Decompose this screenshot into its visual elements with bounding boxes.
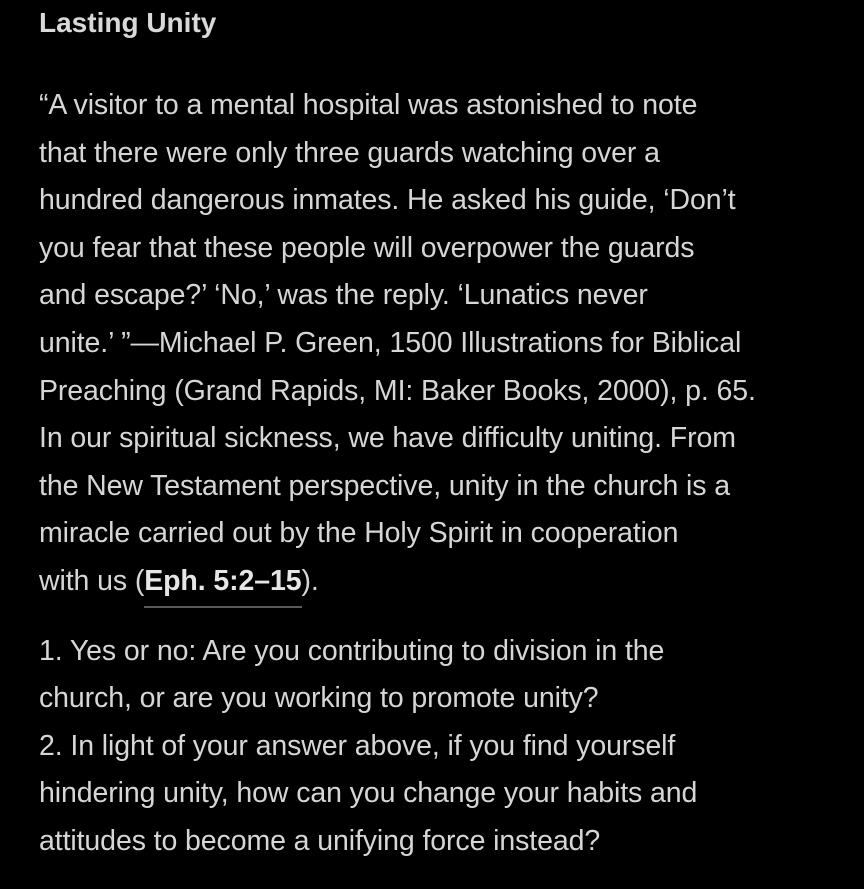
passage-line: hundred dangerous inmates. He asked his guide, ‘Don’t: [39, 184, 736, 217]
passage-last-line: [39, 558, 839, 606]
question-line: 2. In light of your answer above, if you find yourself: [39, 729, 676, 762]
devotional-page: [39, 0, 839, 866]
passage-line: the New Testament perspective, unity in the church is a: [39, 469, 730, 502]
passage-last-suffix: ).: [301, 564, 319, 597]
question-line: church, or are you working to promote unity?: [39, 682, 599, 715]
passage-line: miracle carried out by the Holy Spirit in cooperation: [39, 517, 679, 550]
passage-last-prefix: with us (: [39, 564, 145, 597]
passage-line: you fear that these people will overpower the guards: [39, 231, 695, 264]
passage-line: In our spiritual sickness, we have difficulty uniting. From: [39, 422, 736, 455]
section-heading: Lasting Unity: [39, 7, 217, 38]
question-line: attitudes to become a unifying force instead?: [39, 824, 601, 857]
passage-line: “A visitor to a mental hospital was astonished to note: [39, 89, 698, 121]
question-line: 1. Yes or no: Are you contributing to division in the: [39, 634, 665, 667]
passage-line: Preaching (Grand Rapids, MI: Baker Books, 2000), p. 65.: [39, 374, 756, 407]
passage-line: and escape?’ ‘No,’ was the reply. ‘Lunatics never: [39, 279, 648, 312]
passage-line: that there were only three guards watching over a: [39, 136, 660, 169]
passage-paragraph: [39, 82, 839, 606]
question-line: hindering unity, how can you change your habits and: [39, 777, 698, 810]
scripture-reference-link[interactable]: Eph. 5:2–15: [144, 565, 301, 608]
questions-paragraph: [39, 628, 839, 866]
passage-line: unite.’ ”—Michael P. Green, 1500 Illustrations for Biblical: [39, 326, 742, 359]
